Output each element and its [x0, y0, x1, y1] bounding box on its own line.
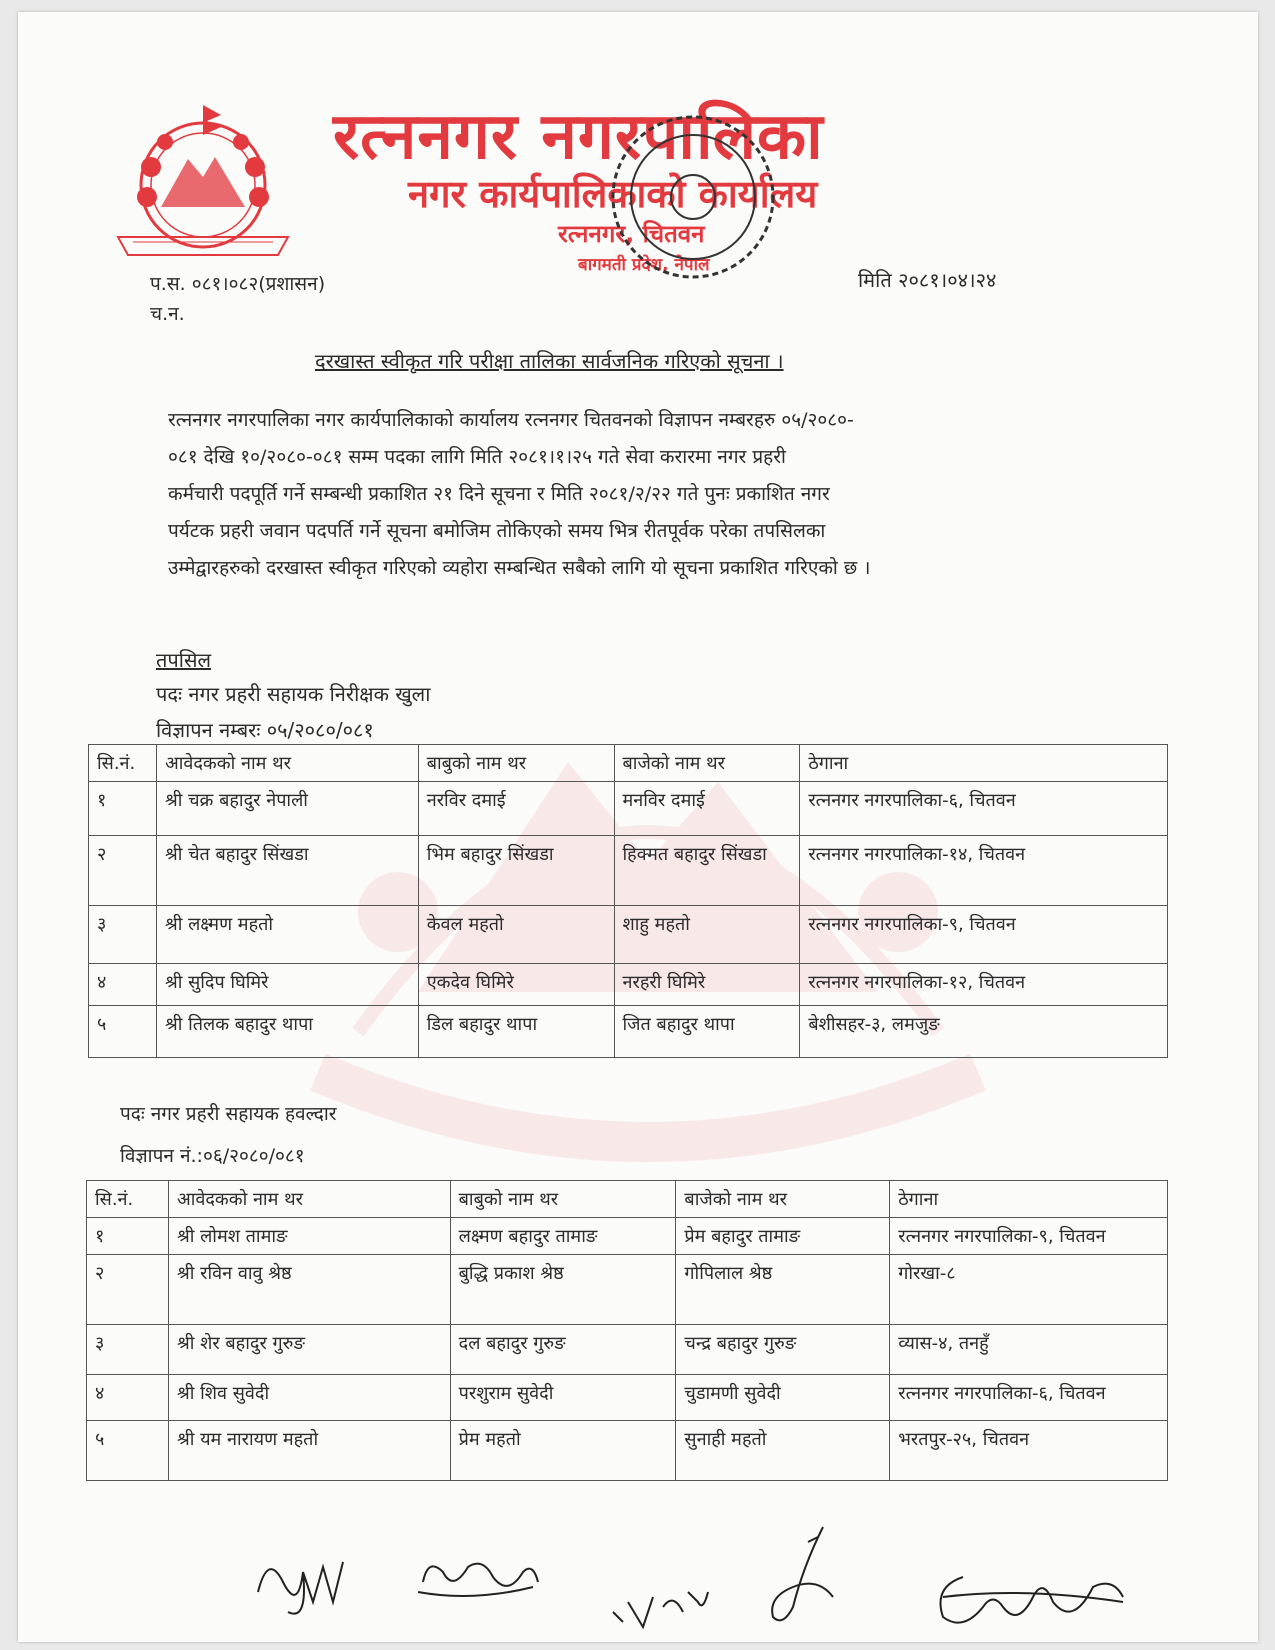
header-applicant: आवेदकको नाम थर: [168, 1181, 450, 1218]
cell-grandfather: प्रेम बहादुर तामाङ: [676, 1218, 890, 1255]
table-row: [87, 1325, 1168, 1375]
body-line: पर्यटक प्रहरी जवान पदपर्ति गर्ने सूचना बमोजिम तोकिएको समय भित्र रीतपूर्वक परेका तपसिलका: [168, 520, 826, 542]
header-sn: सि.नं.: [89, 745, 157, 782]
cell-sn: ४: [87, 1375, 169, 1421]
cell-address: रत्ननगर नगरपालिका-६, चितवन: [890, 1375, 1168, 1421]
header-grandfather: बाजेको नाम थर: [614, 745, 800, 782]
nepal-emblem-icon: [103, 97, 303, 267]
cell-sn: २: [89, 836, 157, 906]
cell-applicant: श्री यम नारायण महतो: [168, 1421, 450, 1481]
body-line: रत्ननगर नगरपालिका नगर कार्यपालिकाको कार्यालय रत्ननगर चितवनको विज्ञापन नम्बरहरु ०५/२०८०-: [168, 409, 854, 431]
cell-father: नरविर दमाई: [418, 782, 614, 836]
cell-sn: २: [87, 1255, 169, 1325]
cell-address: रत्ननगर नगरपालिका-९, चितवन: [890, 1218, 1168, 1255]
cell-grandfather: जित बहादुर थापा: [614, 1006, 800, 1058]
cell-grandfather: हिक्मत बहादुर सिंखडा: [614, 836, 800, 906]
table-row: [87, 1375, 1168, 1421]
cell-father: डिल बहादुर थापा: [418, 1006, 614, 1058]
office-stamp-icon: [603, 97, 783, 297]
cell-grandfather: चुडामणी सुवेदी: [676, 1375, 890, 1421]
header-grandfather: बाजेको नाम थर: [676, 1181, 890, 1218]
cell-sn: ३: [89, 906, 157, 964]
signature-2-icon: [413, 1552, 543, 1602]
signature-5-icon: [923, 1557, 1133, 1637]
cell-father: बुद्धि प्रकाश श्रेष्ठ: [450, 1255, 676, 1325]
notice-title: दरखास्त स्वीकृत गरि परीक्षा तालिका सार्वजनिक गरिएको सूचना ।: [315, 349, 784, 373]
section2-post: पदः नगर प्रहरी सहायक हवल्दार: [120, 1103, 337, 1125]
cell-applicant: श्री चेत बहादुर सिंखडा: [156, 836, 418, 906]
table-row: [89, 836, 1168, 906]
notice-body: [168, 402, 1078, 587]
letterhead-place: रत्ननगर, चितवन: [558, 220, 705, 248]
signature-4-icon: [763, 1517, 853, 1637]
body-line: ०८१ देखि १०/२०८०-०८१ सम्म पदका लागि मिति २०८१।१।२५ गते सेवा करारमा नगर प्रहरी: [168, 446, 786, 468]
body-line: कर्मचारी पदपूर्ति गर्ने सम्बन्धी प्रकाशित २१ दिने सूचना र मिति २०८१/२/२२ गते पुनः प्रकाशित नगर: [168, 483, 830, 505]
table-row: [87, 1255, 1168, 1325]
document-page: [18, 12, 1258, 1642]
section2-ad-number: विज्ञापन नं.:०६/२०८०/०८१: [120, 1145, 305, 1167]
cell-applicant: श्री तिलक बहादुर थापा: [156, 1006, 418, 1058]
cell-grandfather: सुनाही महतो: [676, 1421, 890, 1481]
header-address: ठेगाना: [800, 745, 1168, 782]
cell-address: भरतपुर-२५, चितवन: [890, 1421, 1168, 1481]
table-row: [87, 1218, 1168, 1255]
cell-address: रत्ननगर नगरपालिका-१२, चितवन: [800, 964, 1168, 1006]
dispatch-number: च.न.: [150, 303, 185, 325]
header-applicant: आवेदकको नाम थर: [156, 745, 418, 782]
cell-father: दल बहादुर गुरुङ: [450, 1325, 676, 1375]
cell-sn: १: [89, 782, 157, 836]
letterhead-title: रत्ननगर नगरपालिका: [333, 100, 824, 174]
signature-3-icon: [603, 1572, 713, 1632]
cell-address: बेशीसहर-३, लमजुङ: [800, 1006, 1168, 1058]
cell-applicant: श्री लक्ष्मण महतो: [156, 906, 418, 964]
cell-father: एकदेव घिमिरे: [418, 964, 614, 1006]
cell-father: केवल महतो: [418, 906, 614, 964]
cell-father: प्रेम महतो: [450, 1421, 676, 1481]
cell-father: भिम बहादुर सिंखडा: [418, 836, 614, 906]
applicants-table-1: [88, 744, 1168, 1058]
cell-applicant: श्री शिव सुवेदी: [168, 1375, 450, 1421]
cell-address: गोरखा-८: [890, 1255, 1168, 1325]
body-line: उम्मेद्वारहरुको दरखास्त स्वीकृत गरिएको व्यहोरा सम्बन्धित सबैको लागि यो सूचना प्रकाशित गरिएको छ ।: [168, 557, 871, 579]
table-row: [89, 782, 1168, 836]
cell-father: लक्ष्मण बहादुर तामाङ: [450, 1218, 676, 1255]
table-row: [89, 1006, 1168, 1058]
cell-applicant: श्री रविन वावु श्रेष्ठ: [168, 1255, 450, 1325]
section1-post: पदः नगर प्रहरी सहायक निरीक्षक खुला: [156, 682, 431, 706]
header-father: बाबुको नाम थर: [418, 745, 614, 782]
applicants-table-2: [86, 1180, 1168, 1481]
table-row: [87, 1421, 1168, 1481]
letter-date: मिति २०८१।०४।२४: [858, 268, 997, 292]
cell-sn: ५: [87, 1421, 169, 1481]
cell-grandfather: चन्द्र बहादुर गुरुङ: [676, 1325, 890, 1375]
cell-address: व्यास-४, तनहुँ: [890, 1325, 1168, 1375]
cell-applicant: श्री शेर बहादुर गुरुङ: [168, 1325, 450, 1375]
cell-applicant: श्री चक्र बहादुर नेपाली: [156, 782, 418, 836]
cell-sn: ४: [89, 964, 157, 1006]
cell-sn: १: [87, 1218, 169, 1255]
table-header-row: [87, 1181, 1168, 1218]
cell-address: रत्ननगर नगरपालिका-१४, चितवन: [800, 836, 1168, 906]
cell-grandfather: मनविर दमाई: [614, 782, 800, 836]
cell-grandfather: नरहरी घिमिरे: [614, 964, 800, 1006]
header-sn: सि.नं.: [87, 1181, 169, 1218]
table-header-row: [89, 745, 1168, 782]
cell-address: रत्ननगर नगरपालिका-६, चितवन: [800, 782, 1168, 836]
reference-number: प.स. ०८१।०८२(प्रशासन): [150, 273, 326, 295]
cell-applicant: श्री लोमश तामाङ: [168, 1218, 450, 1255]
cell-father: परशुराम सुवेदी: [450, 1375, 676, 1421]
cell-sn: ३: [87, 1325, 169, 1375]
signature-1-icon: [248, 1542, 358, 1632]
cell-address: रत्ननगर नगरपालिका-९, चितवन: [800, 906, 1168, 964]
letterhead-subtitle: नगर कार्यपालिकाको कार्यालय: [408, 172, 818, 216]
cell-sn: ५: [89, 1006, 157, 1058]
table-row: [89, 906, 1168, 964]
header-address: ठेगाना: [890, 1181, 1168, 1218]
section1-ad-number: विज्ञापन नम्बरः ०५/२०८०/०८१: [156, 718, 374, 742]
header-father: बाबुको नाम थर: [450, 1181, 676, 1218]
table-row: [89, 964, 1168, 1006]
letterhead-province: बागमती प्रदेश, नेपाल: [578, 255, 710, 275]
tapasil-label: तपसिल: [156, 648, 212, 672]
cell-grandfather: शाहु महतो: [614, 906, 800, 964]
cell-applicant: श्री सुदिप घिमिरे: [156, 964, 418, 1006]
cell-grandfather: गोपिलाल श्रेष्ठ: [676, 1255, 890, 1325]
